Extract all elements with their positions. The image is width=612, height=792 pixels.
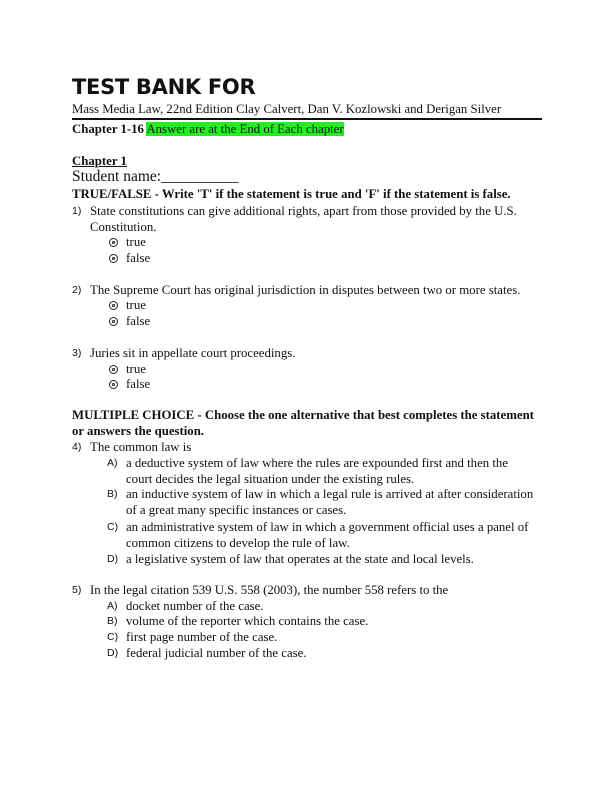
choice-text[interactable]: an administrative system of law in which a government official uses a panel of common citizens to develop the rule of law. <box>126 520 529 550</box>
answers-note-highlight: Answer are at the End of Each chapter <box>146 122 344 136</box>
radio-icon[interactable] <box>109 301 118 310</box>
chapter-range-label: Chapter 1-16 <box>72 122 144 136</box>
choice-label: B) <box>107 488 118 500</box>
radio-icon[interactable] <box>109 317 118 326</box>
choice-text[interactable]: an inductive system of law in which a legal rule is arrived at after consideration of a great many specific instances or cases. <box>126 487 534 517</box>
radio-icon[interactable] <box>109 254 118 263</box>
choice-text[interactable]: a legislative system of law that operates at the state and local levels. <box>126 552 474 566</box>
option-label: false <box>126 377 151 391</box>
document-title: TEST BANK FOR <box>72 75 256 99</box>
option-label: false <box>126 314 151 328</box>
question-number: 4) <box>72 441 82 453</box>
multiple-choice-instruction: MULTIPLE CHOICE - Choose the one alternative that best completes the statement or answers the question. <box>72 408 534 438</box>
student-name-field: Student name:__________ <box>72 168 239 185</box>
option-label: true <box>126 362 146 376</box>
choice-text[interactable]: volume of the reporter which contains the case. <box>126 614 369 628</box>
question-number: 2) <box>72 284 82 296</box>
answer-option[interactable] <box>109 234 146 250</box>
true-false-instruction: TRUE/FALSE - Write 'T' if the statement is true and 'F' if the statement is false. <box>72 187 511 201</box>
choice-label: A) <box>107 457 118 469</box>
answer-option[interactable] <box>109 250 150 266</box>
question-number: 3) <box>72 347 82 359</box>
choice-text[interactable]: docket number of the case. <box>126 599 264 613</box>
question-text: In the legal citation 539 U.S. 558 (2003), the number 558 refers to the <box>90 583 449 597</box>
choice-label: D) <box>107 553 119 565</box>
choice-label: D) <box>107 647 119 659</box>
question-text: The Supreme Court has original jurisdiction in disputes between two or more states. <box>90 283 521 297</box>
radio-icon[interactable] <box>109 365 118 374</box>
choice-label: A) <box>107 600 118 612</box>
radio-icon[interactable] <box>109 380 118 389</box>
answer-option[interactable] <box>109 361 146 377</box>
question-text: State constitutions can give additional rights, apart from those provided by the U.S. Constitution. <box>90 204 517 234</box>
option-label: true <box>126 235 146 249</box>
answer-option[interactable] <box>109 297 146 313</box>
question-text: The common law is <box>90 440 192 454</box>
choice-label: C) <box>107 631 119 643</box>
choice-text[interactable]: a deductive system of law where the rules are expounded first and then the court decides the legal situation under the existing rules. <box>126 456 508 486</box>
question-number: 5) <box>72 584 82 596</box>
choice-label: C) <box>107 521 119 533</box>
chapter-range-line <box>72 121 344 137</box>
book-citation: Mass Media Law, 22nd Edition Clay Calvert, Dan V. Kozlowski and Derigan Silver <box>72 102 502 116</box>
question-text: Juries sit in appellate court proceedings. <box>90 346 296 360</box>
answer-option[interactable] <box>109 376 150 392</box>
choice-text[interactable]: federal judicial number of the case. <box>126 646 307 660</box>
radio-icon[interactable] <box>109 238 118 247</box>
answer-option[interactable] <box>109 313 150 329</box>
option-label: false <box>126 251 151 265</box>
choice-text[interactable]: first page number of the case. <box>126 630 278 644</box>
question-number: 1) <box>72 205 82 217</box>
header-divider <box>72 118 542 120</box>
chapter-heading: Chapter 1 <box>72 154 127 168</box>
choice-label: B) <box>107 615 118 627</box>
option-label: true <box>126 298 146 312</box>
